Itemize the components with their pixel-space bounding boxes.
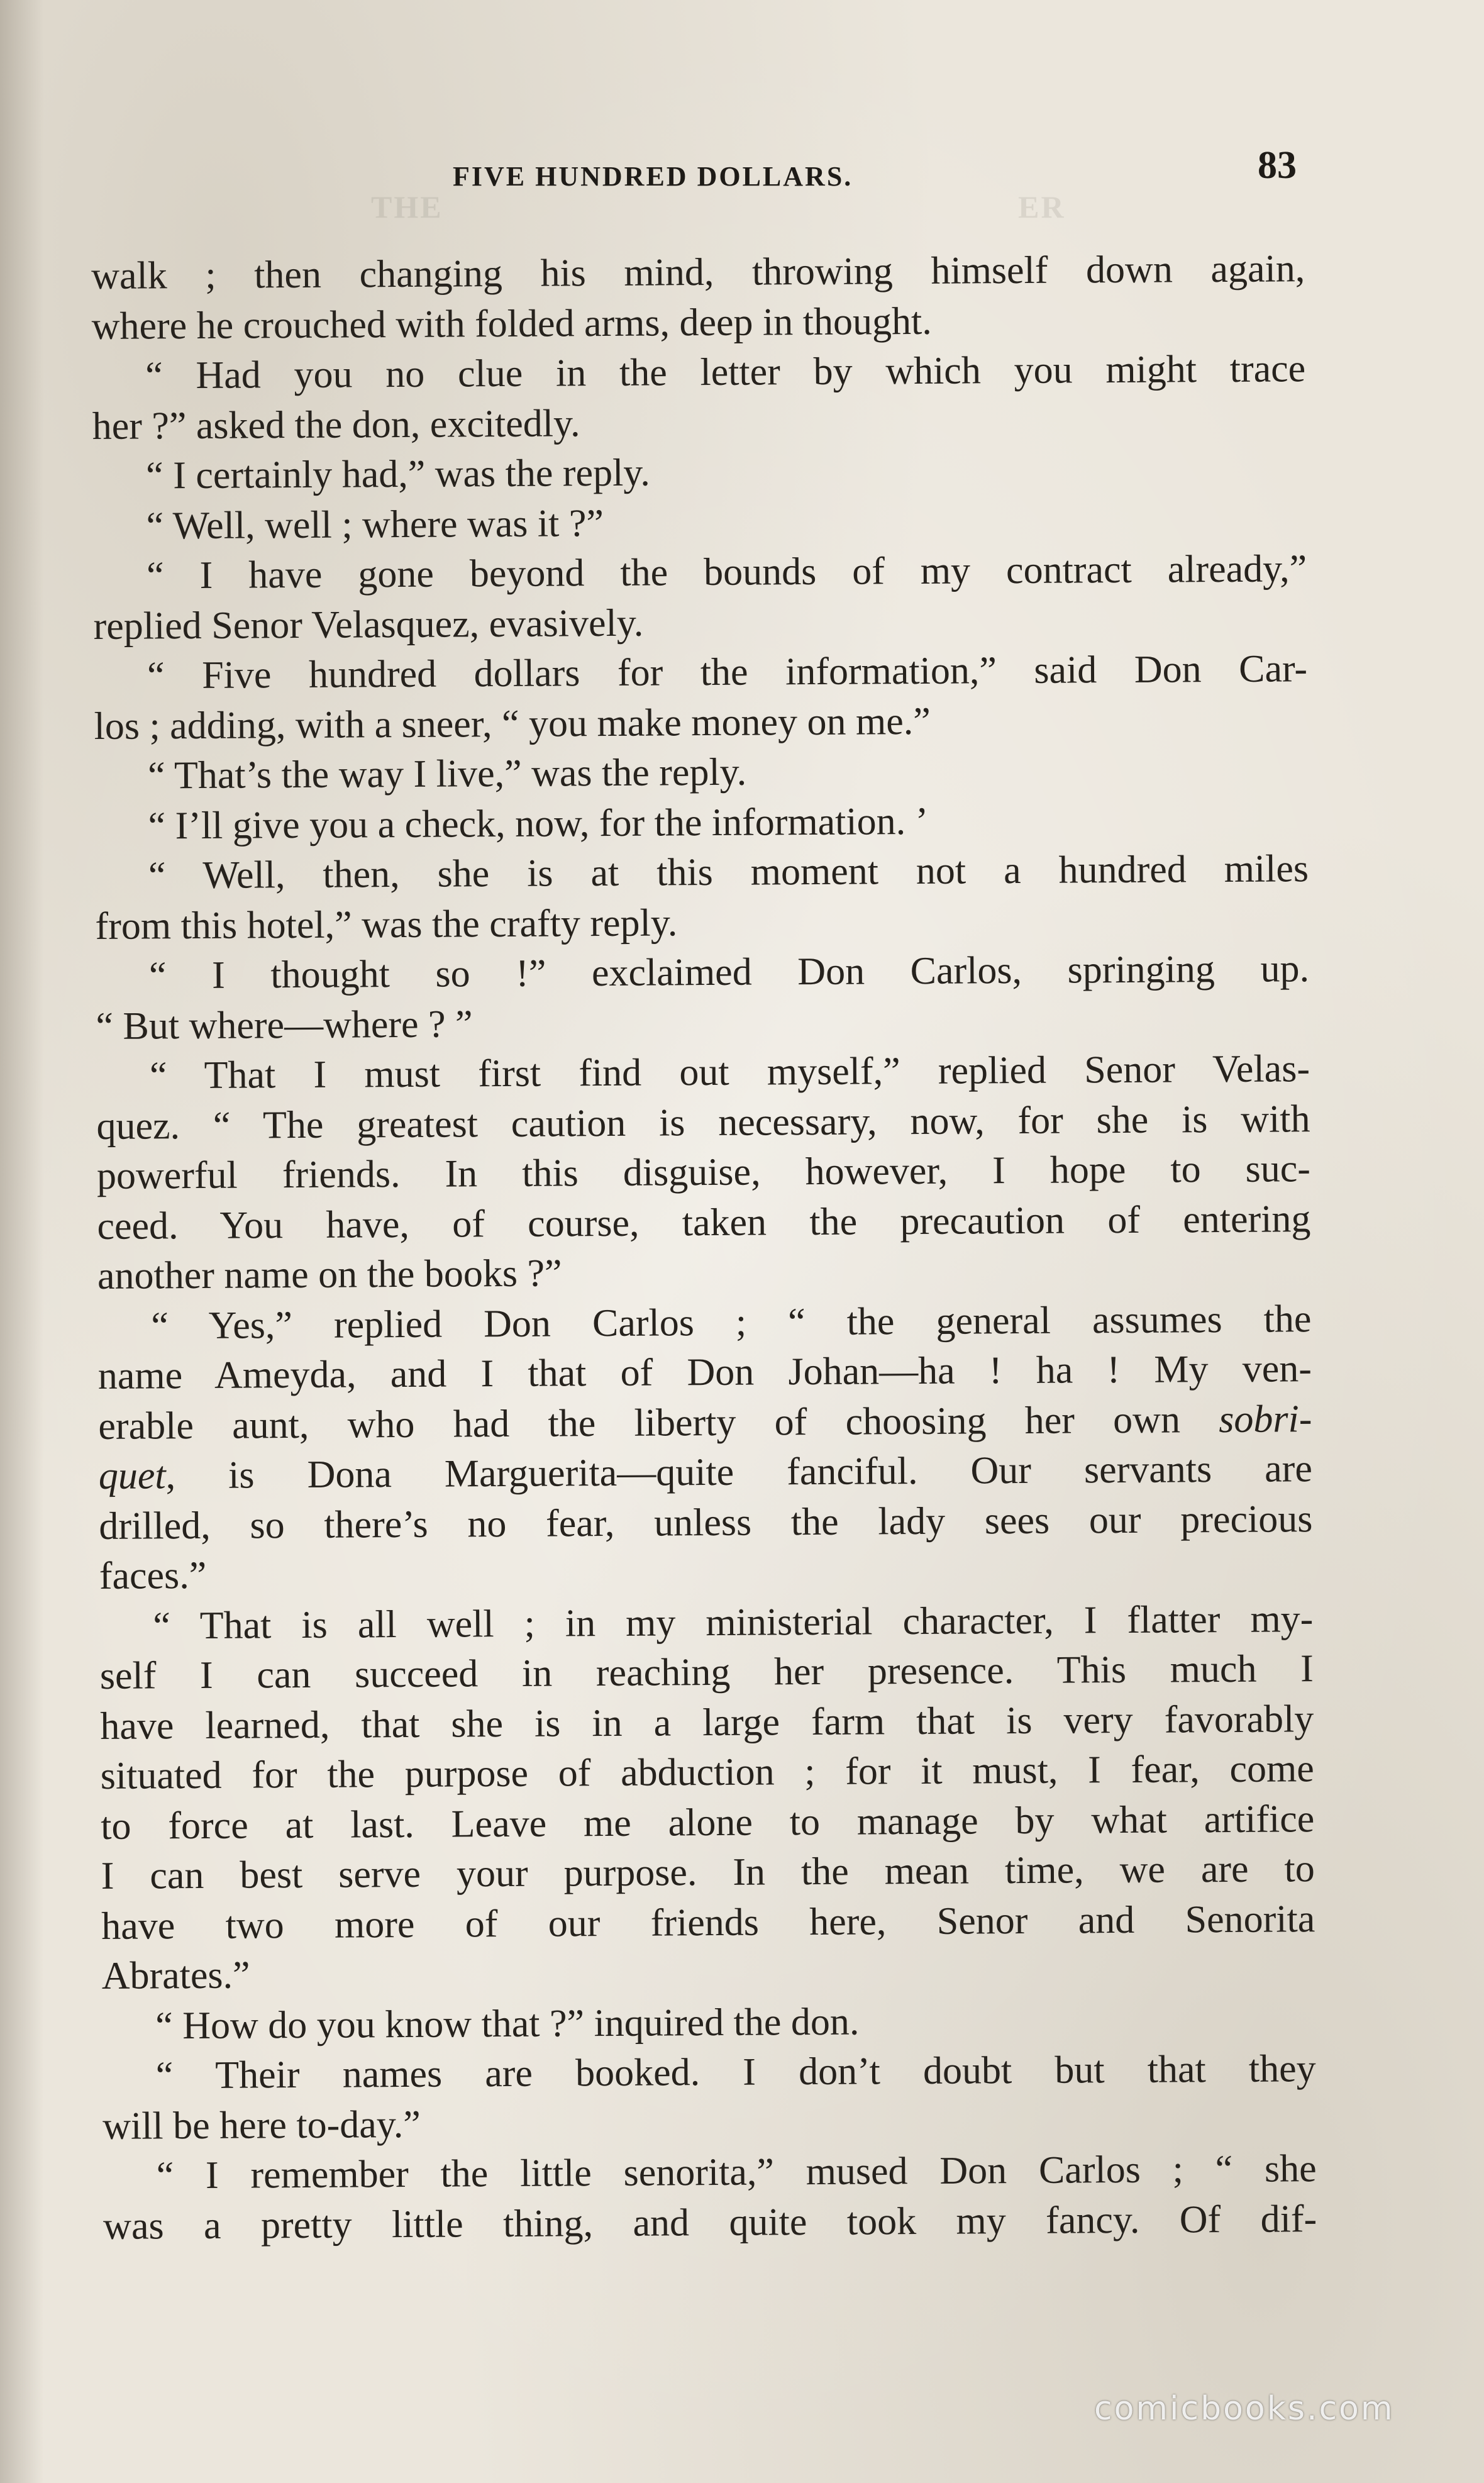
- text-line: her ?” asked the don, excitedly.: [92, 401, 580, 448]
- text-line: drilled, so there’s no fear, unless the lady sees our precious: [99, 1497, 1313, 1548]
- text-line: have learned, that she is in a large farm that is very favorably: [100, 1697, 1314, 1748]
- text-line: will be here to-day.”: [102, 2102, 421, 2148]
- text-line: I can best serve your purpose. In the mean time, we are to: [101, 1847, 1315, 1897]
- text-line: “ But where—where ? ”: [96, 1002, 473, 1048]
- text-line: “ Five hundred dollars for the information,” said Don Car-: [147, 647, 1308, 697]
- text-line: “ I thought so !” exclaimed Don Carlos, springing up.: [148, 947, 1310, 997]
- text-line: faces.”: [99, 1553, 207, 1597]
- text-line: quez. “ The greatest caution is necessary, now, for she is with: [96, 1097, 1310, 1148]
- text-line: replied Senor Velasquez, evasively.: [93, 601, 644, 648]
- text-line: quet, is Dona Marguerita—quite fanciful. Our servants are: [98, 1447, 1313, 1497]
- text-line: ceed. You have, of course, taken the precaution of entering: [97, 1197, 1311, 1248]
- text-line: powerful friends. In this disguise, however, I hope to suc-: [96, 1147, 1311, 1197]
- body-text: [91, 244, 1317, 2252]
- text-line: walk ; then changing his mind, throwing himself down again,: [91, 247, 1305, 297]
- text-line: “ Well, then, she is at this moment not a hundred miles: [148, 847, 1309, 897]
- running-head: FIVE HUNDRED DOLLARS.: [453, 161, 853, 192]
- text-line: situated for the purpose of abduction ; for it must, I fear, come: [100, 1747, 1314, 1797]
- text-line: “ Their names are booked. I don’t doubt but that they: [155, 2047, 1316, 2097]
- text-line: “ Well, well ; where was it ?”: [146, 501, 604, 547]
- text-line: “ I’ll give you a check, now, for the information. ’: [148, 799, 929, 847]
- page-number: 83: [1258, 144, 1297, 187]
- text-line: “ I remember the little senorita,” mused Don Carlos ; “ she: [156, 2147, 1317, 2197]
- text-line: “ I certainly had,” was the reply.: [145, 451, 650, 497]
- text-line: “ How do you know that ?” inquired the don.: [155, 2000, 860, 2047]
- text-line: to force at last. Leave me alone to manage by what artifice: [101, 1797, 1315, 1848]
- text-line: “ Had you no clue in the letter by which you might trace: [145, 347, 1306, 397]
- text-line: los ; adding, with a sneer, “ you make money on me.”: [94, 699, 931, 748]
- text-line: was a pretty little thing, and quite took my fancy. Of dif-: [102, 2197, 1317, 2248]
- show-through-text: THE ER: [371, 189, 1066, 225]
- text-line: from this hotel,” was the crafty reply.: [95, 901, 678, 948]
- text-line: self I can succeed in reaching her presence. This much I: [99, 1647, 1314, 1697]
- text-line: Abrates.”: [101, 1953, 250, 1997]
- text-line: “ That I must first find out myself,” replied Senor Velas-: [149, 1047, 1310, 1097]
- text-line: have two more of our friends here, Senor and Senorita: [101, 1897, 1315, 1948]
- text-line: “ Yes,” replied Don Carlos ; “ the general assumes the: [151, 1297, 1312, 1347]
- text-line: erable aunt, who had the liberty of choosing her own sobri-: [98, 1397, 1312, 1448]
- text-line: where he crouched with folded arms, deep in thought.: [91, 299, 932, 348]
- text-line: name Ameyda, and I that of Don Johan—ha ! ha ! My ven-: [97, 1347, 1312, 1397]
- text-line: “ That is all well ; in my ministerial character, I flatter my-: [153, 1597, 1314, 1647]
- watermark: comicbooks.com: [1094, 2390, 1395, 2428]
- text-line: “ I have gone beyond the bounds of my contract already,”: [146, 547, 1307, 597]
- text-line: “ That’s the way I live,” was the reply.: [147, 750, 747, 797]
- gutter-shadow: [0, 0, 44, 2483]
- text-line: another name on the books ?”: [97, 1252, 562, 1297]
